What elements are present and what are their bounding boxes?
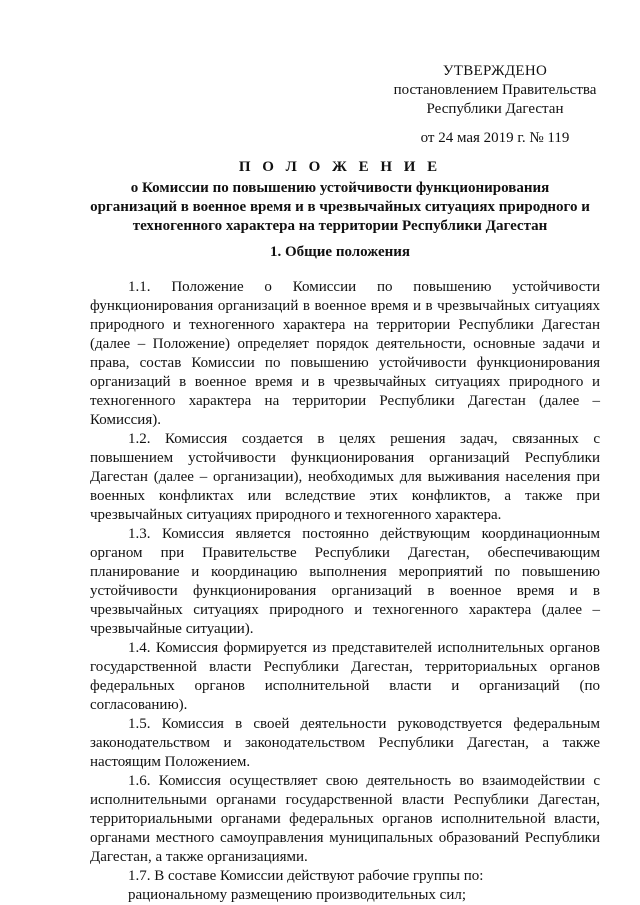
document-subtitle-line-2: организаций в военное время и в чрезвычайных ситуациях природного и <box>90 199 590 215</box>
approval-line-2: Республики Дагестан <box>426 101 564 117</box>
list-item-working-group: рациональному размещению производительных сил; <box>128 887 466 903</box>
paragraph-1-1: 1.1. Положение о Комиссии по повышению устойчивости функционирования организаций в военное время и в чрезвычайных ситуациях природного и техногенного характера на территории Республики Дагестан (далее – Положение) определяет порядок деятельности, основные задачи и права, состав Комиссии по повышению устойчивости функционирования организаций в военное время и в чрезвычайных ситуациях природного и техногенного характера на территории Республики Дагестан (далее – Комиссия). <box>90 279 600 428</box>
paragraph-1-3: 1.3. Комиссия является постоянно действующим координационным органом при Правительстве Республики Дагестан, обеспечивающим планирование и координацию выполнения мероприятий по повышению устойчивости функционирования организаций в военное время и в чрезвычайных ситуациях природного и техногенного характера (далее – чрезвычайные ситуации). <box>90 526 600 637</box>
section-heading: 1. Общие положения <box>269 244 411 260</box>
paragraph-1-5: 1.5. Комиссия в своей деятельности руководствуется федеральным законодательством и законодательством Республики Дагестан, а также настоящим Положением. <box>90 716 600 770</box>
document-heading: П О Л О Ж Е Н И Е <box>238 159 442 175</box>
approval-title: УТВЕРЖДЕНО <box>442 63 548 79</box>
approval-line-1: постановлением Правительства <box>393 82 597 98</box>
paragraph-1-4: 1.4. Комиссия формируется из представителей исполнительных органов государственной власти Республики Дагестан, территориальных органов федеральных органов исполнительной власти и организаций (по согласованию). <box>90 640 600 713</box>
document-body <box>90 278 600 905</box>
paragraph-1-7: 1.7. В составе Комиссии действуют рабочие группы по: <box>128 868 484 884</box>
document-title-block <box>70 158 610 236</box>
document-subtitle-line-1: о Комиссии по повышению устойчивости функционирования <box>130 180 550 196</box>
approval-date: от 24 мая 2019 г. № 119 <box>420 130 570 146</box>
paragraph-1-2: 1.2. Комиссия создается в целях решения задач, связанных с повышением устойчивости функционирования организаций Республики Дагестан (далее – организации), необходимых для выживания населения при военных конфликтах или вследствие этих конфликтов, а также при чрезвычайных ситуациях природного и техногенного характера. <box>90 431 600 523</box>
approval-stamp <box>380 62 610 148</box>
paragraph-1-6: 1.6. Комиссия осуществляет свою деятельность во взаимодействии с исполнительными органами государственной власти Республики Дагестан, территориальными органами федеральных органов исполнительной власти, органами местного самоуправления муниципальных образований Республики Дагестан, а также организациями. <box>90 773 600 865</box>
document-subtitle-line-3: техногенного характера на территории Республики Дагестан <box>132 218 548 234</box>
